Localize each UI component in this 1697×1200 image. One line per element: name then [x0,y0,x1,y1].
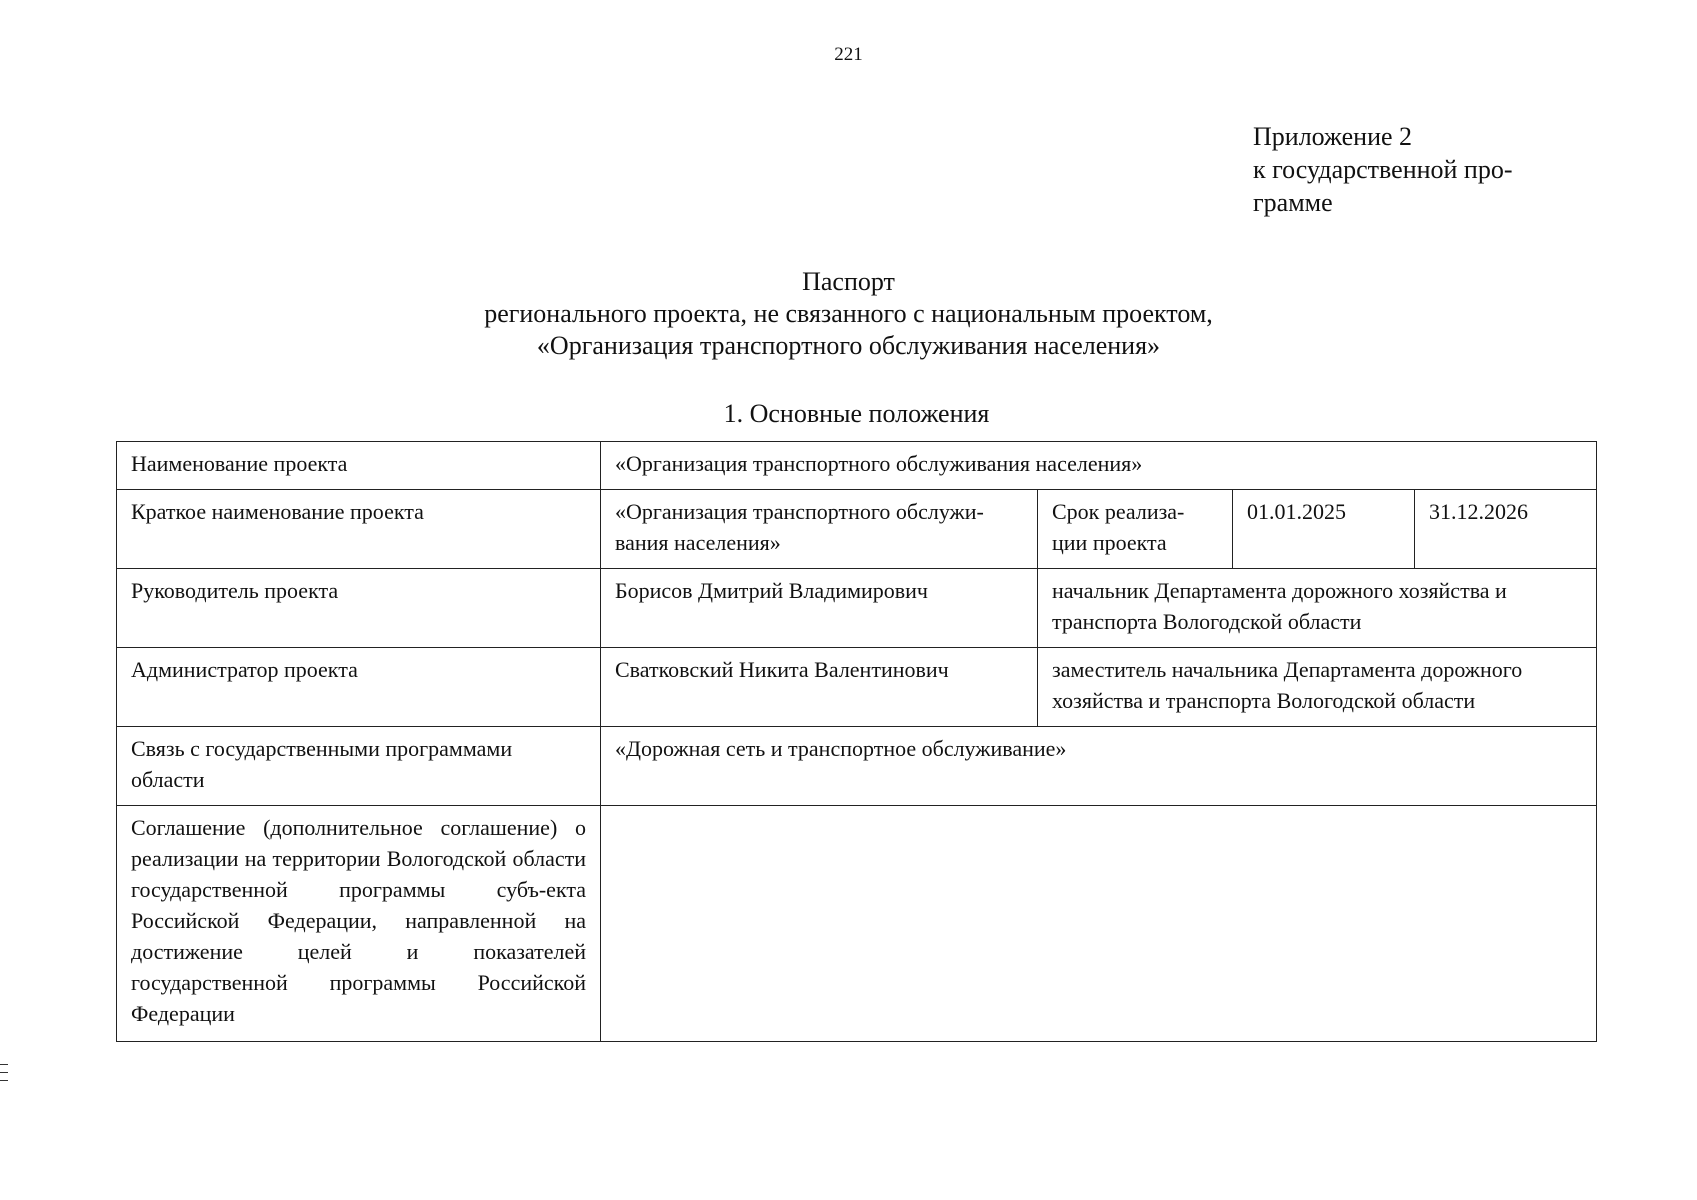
term-label: Срок реализа-ции проекта [1038,490,1233,569]
project-name-value: «Организация транспортного обслуживания населения» [601,442,1597,490]
head-label: Руководитель проекта [117,569,601,648]
administrator-position: заместитель начальника Департамента дорожного хозяйства и транспорта Вологодской области [1038,648,1597,727]
agreement-value [601,806,1597,1042]
administrator-name: Сватковский Никита Валентинович [601,648,1038,727]
scan-margin-mark [0,1064,8,1088]
passport-table [116,441,1597,1042]
start-date: 01.01.2025 [1233,490,1415,569]
table-row-head [117,569,1597,648]
head-name: Борисов Дмитрий Владимирович [601,569,1038,648]
title-line-3: «Организация транспортного обслуживания населения» [536,331,1161,360]
table-row-administrator [117,648,1597,727]
section-heading: 1. Основные положения [723,399,990,428]
appendix-line-2: к государственной про- [1253,155,1513,184]
table-row-project-name [117,442,1597,490]
short-name-label: Краткое наименование проекта [117,490,601,569]
short-name-value: «Организация транспортного обслужи-вания населения» [601,490,1038,569]
page-number: 221 [834,44,863,65]
administrator-label: Администратор проекта [117,648,601,727]
programs-value: «Дорожная сеть и транспортное обслуживание» [601,727,1597,806]
document-title [0,266,1697,362]
appendix-line-3: грамме [1253,188,1333,217]
table-row-short-name [117,490,1597,569]
end-date: 31.12.2026 [1415,490,1597,569]
agreement-label: Соглашение (дополнительное соглашение) о реализации на территории Вологодской области государственной программы субъ-екта Российской Федерации, направленной на достижение целей и показателей государственной программы Российской Федерации [117,806,601,1042]
table-row-programs [117,727,1597,806]
table-row-agreement [117,806,1597,1042]
programs-label: Связь с государственными программами области [117,727,601,806]
appendix-line-1: Приложение 2 [1253,122,1413,151]
title-line-2: регионального проекта, не связанного с национальным проектом, [484,299,1213,328]
appendix-note [1253,120,1553,219]
title-line-1: Паспорт [802,267,895,296]
project-name-label: Наименование проекта [117,442,601,490]
head-position: начальник Департамента дорожного хозяйства и транспорта Вологодской области [1038,569,1597,648]
